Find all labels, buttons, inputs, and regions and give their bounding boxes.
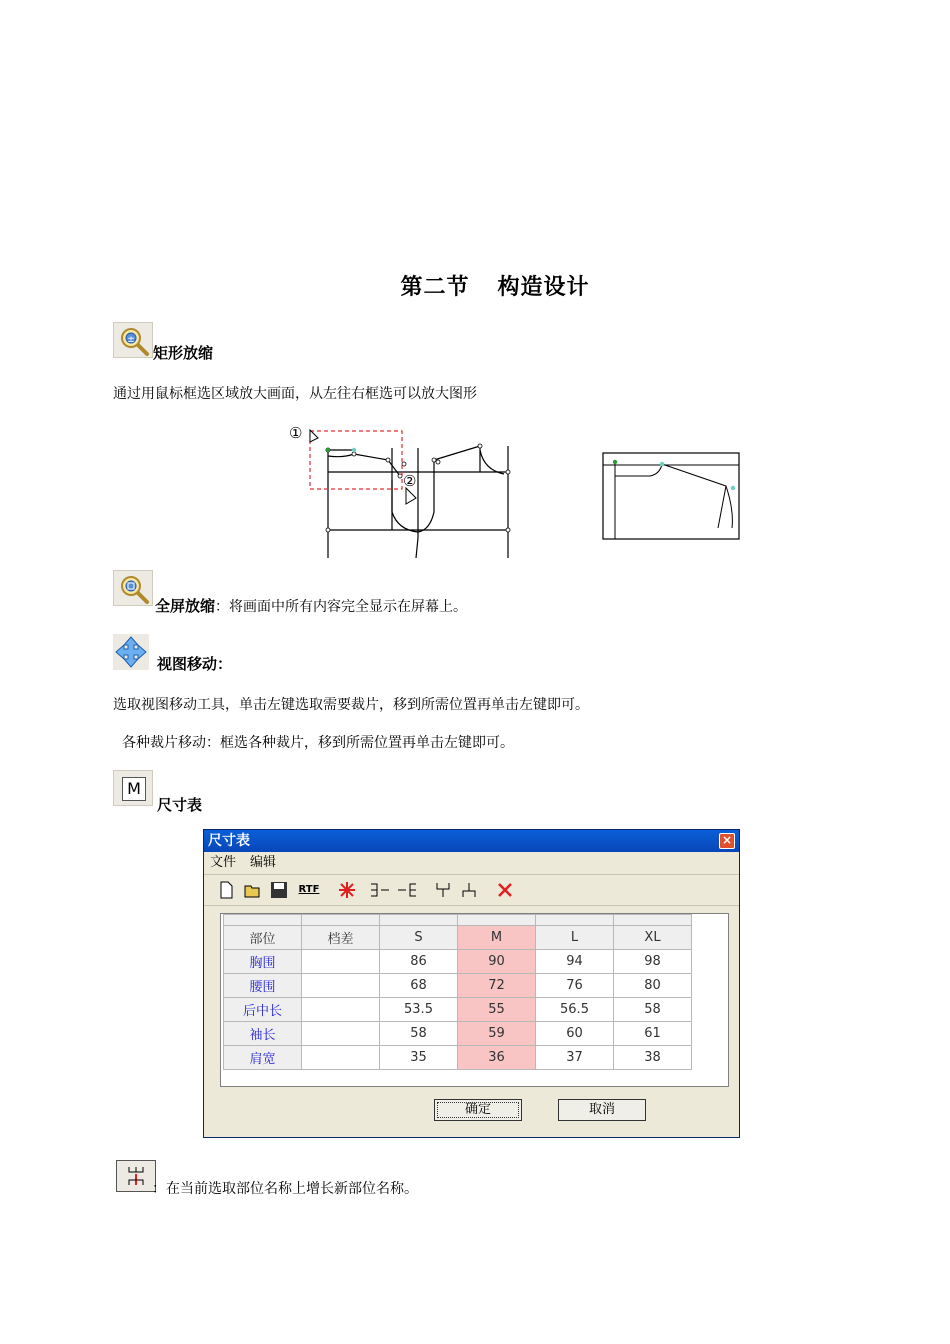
row-s[interactable]: 68 [380,974,458,998]
ok-button[interactable]: 确定 [434,1099,522,1121]
table-row [224,950,692,974]
row-s[interactable]: 86 [380,950,458,974]
size-table-icon-letter: M [122,777,146,801]
row-diff[interactable] [302,1046,380,1070]
title-part1: 第二节 [400,275,470,300]
row-l[interactable]: 94 [536,950,614,974]
save-icon[interactable] [270,881,288,899]
size-table [223,914,692,1070]
pan-desc-1: 选取视图移动工具，单击左键选取需要裁片，移到所需位置再单击左键即可。 [113,697,589,713]
row-l[interactable]: 56.5 [536,998,614,1022]
row-part[interactable]: 腰围 [224,974,302,998]
pan-icon[interactable] [113,634,149,670]
row-m[interactable]: 90 [458,950,536,974]
menu-edit[interactable]: 编辑 [250,855,277,870]
menu-file[interactable]: 文件 [210,855,237,870]
row-m[interactable]: 55 [458,998,536,1022]
page-title [0,270,950,301]
row-part[interactable]: 后中长 [224,998,302,1022]
size-table-dialog [203,829,740,1138]
close-button[interactable]: × [719,833,735,849]
zoom-rect-heading: 矩形放缩 [153,344,214,362]
dialog-titlebar [204,830,739,852]
row-diff[interactable] [302,974,380,998]
pan-heading: 视图移动： [157,655,233,673]
insert-column-right-icon[interactable] [396,881,418,899]
zoom-full-icon[interactable] [113,570,153,606]
zoom-full-heading: 全屏放缩 [155,597,216,615]
zoom-illustration [288,420,748,560]
row-part[interactable]: 袖长 [224,1022,302,1046]
row-s[interactable]: 53.5 [380,998,458,1022]
row-part[interactable]: 肩宽 [224,1046,302,1070]
insert-row-below-icon[interactable] [460,881,478,899]
dialog-menubar [204,852,739,875]
zoom-rect-icon[interactable] [113,322,153,358]
row-l[interactable]: 37 [536,1046,614,1070]
row-m[interactable]: 36 [458,1046,536,1070]
dialog-title: 尺寸表 [208,833,250,849]
svg-text:±: ± [127,335,135,345]
row-xl[interactable]: 38 [614,1046,692,1070]
header-diff: 档差 [302,926,380,950]
star-icon[interactable] [338,881,356,899]
row-xl[interactable]: 98 [614,950,692,974]
header-s: S [380,926,458,950]
table-row [224,1046,692,1070]
add-part-icon[interactable] [116,1160,156,1192]
row-diff[interactable] [302,950,380,974]
delete-icon[interactable] [496,881,514,899]
rtf-export-button[interactable]: RTF [298,884,320,895]
figure-marker-1: ① [289,424,303,442]
insert-row-above-icon[interactable] [434,881,452,899]
figure-marker-2: ② [403,472,417,490]
insert-column-left-icon[interactable] [369,881,391,899]
row-diff[interactable] [302,1022,380,1046]
table-row [224,1022,692,1046]
size-table-heading: 尺寸表 [157,796,203,814]
new-file-icon[interactable] [218,881,234,899]
row-xl[interactable]: 58 [614,998,692,1022]
pan-desc-2: 各种裁片移动：框选各种裁片，移到所需位置再单击左键即可。 [122,735,514,751]
title-part2: 构造设计 [497,275,590,300]
zoom-full-line [155,595,467,616]
dialog-toolbar [204,875,739,906]
size-grid [220,913,729,1087]
row-xl[interactable]: 61 [614,1022,692,1046]
table-header-row [224,926,692,950]
row-l[interactable]: 76 [536,974,614,998]
table-row [224,998,692,1022]
row-part[interactable]: 胸围 [224,950,302,974]
header-m: M [458,926,536,950]
row-s[interactable]: 35 [380,1046,458,1070]
row-l[interactable]: 60 [536,1022,614,1046]
open-folder-icon[interactable] [244,881,262,899]
add-part-desc: ：在当前选取部位名称上增长新部位名称。 [152,1181,418,1197]
row-m[interactable]: 59 [458,1022,536,1046]
header-xl: XL [614,926,692,950]
row-xl[interactable]: 80 [614,974,692,998]
zoom-full-desc: ：将画面中所有内容完全显示在屏幕上。 [215,599,468,615]
table-row [224,974,692,998]
header-l: L [536,926,614,950]
header-part: 部位 [224,926,302,950]
size-table-icon[interactable] [113,770,153,806]
row-s[interactable]: 58 [380,1022,458,1046]
row-m[interactable]: 72 [458,974,536,998]
cancel-button[interactable]: 取消 [558,1099,646,1121]
zoom-rect-desc: 通过用鼠标框选区域放大画面，从左往右框选可以放大图形 [113,386,477,402]
row-diff[interactable] [302,998,380,1022]
